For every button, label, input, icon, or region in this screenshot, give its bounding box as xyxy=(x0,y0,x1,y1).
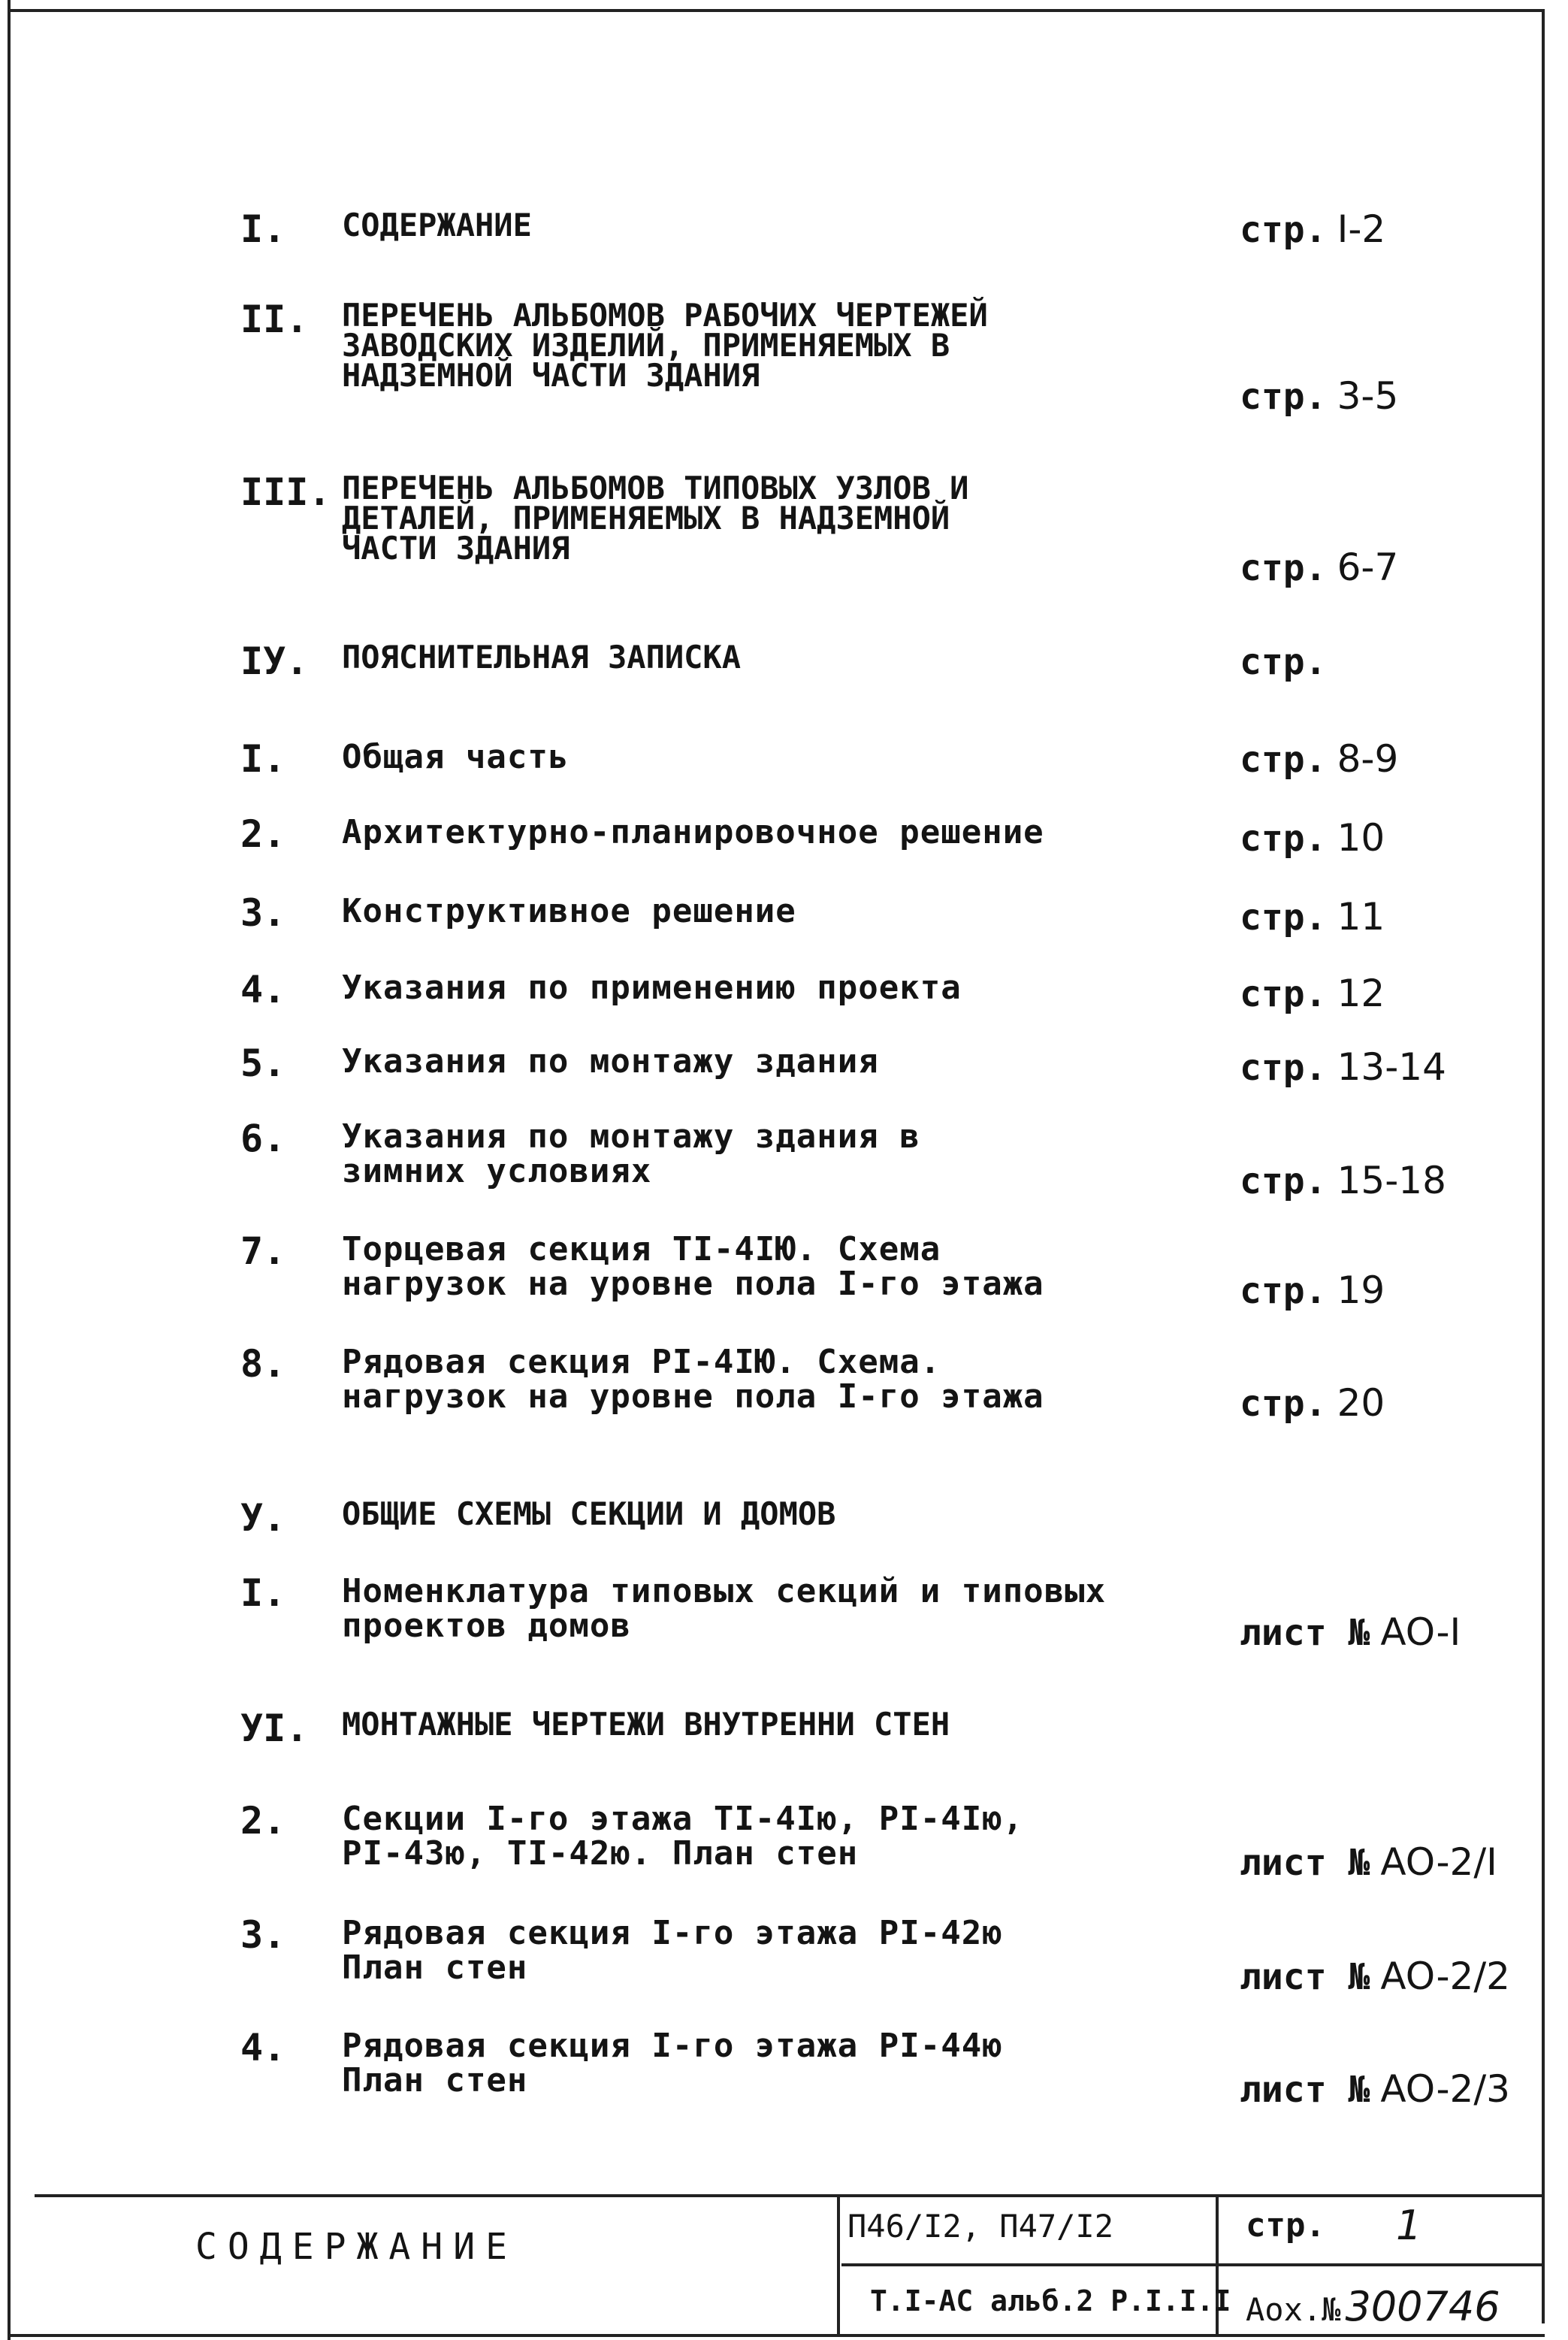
entry-number: II. xyxy=(240,298,309,341)
page-reference xyxy=(1240,1045,1446,1089)
ref-value: 6-7 xyxy=(1337,546,1399,589)
ref-label: лист № xyxy=(1240,1956,1370,1998)
page-reference xyxy=(1240,972,1385,1015)
entry-title: Указания по применению проекта xyxy=(342,969,962,1007)
ref-label: стр. xyxy=(1240,896,1327,939)
entry-title: ПЕРЕЧЕНЬ АЛЬБОМОВ ТИПОВЫХ УЗЛОВ И ДЕТАЛЕЙ, ПРИМЕНЯЕМЫХ В НАДЗЕМНОЙ ЧАСТИ ЗДАНИЯ xyxy=(342,470,969,567)
entry-title: Номенклатура типовых секций и типовых проектов домов xyxy=(342,1572,1107,1645)
ref-label: стр. xyxy=(1240,641,1327,683)
entry-title: Указания по монтажу здания xyxy=(342,1042,879,1081)
ref-label: стр. xyxy=(1240,376,1327,418)
page-reference xyxy=(1240,546,1399,589)
page-reference xyxy=(1240,1159,1446,1202)
entry-title: Рядовая секция I-го этажа PI-42ю План стен xyxy=(342,1914,1003,1987)
ref-label: стр. xyxy=(1240,1160,1327,1202)
entry-title: Секции I-го этажа TI-4Iю, PI-4Iю, PI-43ю, TI-42ю. План стен xyxy=(342,1800,1024,1873)
ref-label: стр. xyxy=(1240,547,1327,589)
ref-value: 15-18 xyxy=(1337,1159,1446,1202)
entry-title: Рядовая секция PI-4IЮ. Схема. нагрузок на уровне пола I-го этажа xyxy=(342,1343,1044,1416)
ref-label: стр. xyxy=(1240,209,1327,251)
page-reference xyxy=(1240,374,1399,418)
ref-label: стр. xyxy=(1240,1047,1327,1089)
page-reference xyxy=(1240,816,1385,860)
page-reference xyxy=(1240,895,1385,939)
ref-label: лист № xyxy=(1240,1842,1370,1884)
entry-number: 3. xyxy=(240,891,286,935)
entry-number: 2. xyxy=(240,812,286,856)
entry-title: МОНТАЖНЫЕ ЧЕРТЕЖИ ВНУТРЕННИ СТЕН xyxy=(342,1706,950,1743)
ref-label: стр. xyxy=(1240,818,1327,860)
frame-bottom-border xyxy=(8,2334,1545,2337)
entry-title: Архитектурно-планировочное решение xyxy=(342,813,1044,851)
entry-number: 7. xyxy=(240,1229,286,1273)
entry-title: СОДЕРЖАНИЕ xyxy=(342,207,532,243)
entry-number: I. xyxy=(240,1571,286,1615)
entry-number: I. xyxy=(240,207,286,251)
stamp-page-number: 1 xyxy=(1396,2202,1422,2249)
page-reference xyxy=(1240,737,1399,781)
entry-number: 3. xyxy=(240,1913,286,1957)
stamp-title: СОДЕРЖАНИЕ xyxy=(195,2226,518,2268)
entry-title: Общая часть xyxy=(342,738,569,776)
ref-value: 3-5 xyxy=(1337,374,1399,418)
ref-label: стр. xyxy=(1240,973,1327,1015)
archive-label: Аох.№ xyxy=(1246,2291,1341,2328)
ref-label: стр. xyxy=(1240,739,1327,781)
ref-value: 20 xyxy=(1337,1381,1385,1425)
entry-number: I. xyxy=(240,737,286,781)
entry-title: Конструктивное решение xyxy=(342,892,796,930)
entry-title: ПОЯСНИТЕЛЬНАЯ ЗАПИСКА xyxy=(342,639,742,676)
ref-value: AO-I xyxy=(1380,1610,1461,1654)
entry-number: 5. xyxy=(240,1042,286,1085)
frame-left-border xyxy=(8,0,11,2340)
entry-title: ПЕРЕЧЕНЬ АЛЬБОМОВ РАБОЧИХ ЧЕРТЕЖЕЙ ЗАВОДСКИХ ИЗДЕЛИЙ, ПРИМЕНЯЕМЫХ В НАДЗЕМНОЙ ЧАСТИ ЗДАНИЯ xyxy=(342,297,988,394)
stamp-top-line xyxy=(35,2194,1545,2197)
ref-value: 13-14 xyxy=(1337,1045,1446,1089)
stamp-page-label: стр. xyxy=(1246,2206,1325,2245)
entry-title: Торцевая секция TI-4IЮ. Схема нагрузок на уровне пола I-го этажа xyxy=(342,1230,1044,1303)
page-reference xyxy=(1240,1610,1461,1654)
stamp-project-code: П46/I2, П47/I2 xyxy=(847,2208,1114,2245)
entry-number: 6. xyxy=(240,1117,286,1160)
ref-value: 8-9 xyxy=(1337,737,1399,781)
stamp-divider-1 xyxy=(837,2194,840,2337)
entry-number: 2. xyxy=(240,1799,286,1843)
ref-value: 10 xyxy=(1337,816,1385,860)
entry-number: 4. xyxy=(240,2026,286,2069)
entry-number: 8. xyxy=(240,1342,286,1386)
ref-label: лист № xyxy=(1240,2069,1370,2111)
frame-right-border xyxy=(1542,9,1545,2323)
page-reference xyxy=(1240,1955,1510,1998)
ref-label: лист № xyxy=(1240,1612,1370,1654)
page-reference xyxy=(1240,1268,1385,1312)
entry-title: Рядовая секция I-го этажа PI-44ю План стен xyxy=(342,2027,1003,2100)
stamp-album-code: Т.I-AC альб.2 P.I.I.I xyxy=(870,2284,1231,2317)
entry-title: ОБЩИЕ СХЕМЫ СЕКЦИИ И ДОМОВ xyxy=(342,1495,836,1532)
stamp-mid-line xyxy=(841,2263,1545,2266)
ref-label: стр. xyxy=(1240,1270,1327,1312)
ref-value: AO-2/2 xyxy=(1380,1955,1510,1998)
ref-value: 12 xyxy=(1337,972,1385,1015)
page-reference xyxy=(1240,642,1337,681)
entry-number: 4. xyxy=(240,968,286,1011)
entry-number: IУ. xyxy=(240,639,309,683)
archive-value: 300746 xyxy=(1345,2283,1500,2330)
ref-value: AO-2/3 xyxy=(1380,2067,1510,2111)
ref-value: I-2 xyxy=(1337,207,1386,251)
ref-value: AO-2/I xyxy=(1380,1840,1497,1884)
entry-title: Указания по монтажу здания в зимних условиях xyxy=(342,1117,920,1190)
frame-top-border xyxy=(8,9,1545,12)
page-reference xyxy=(1240,207,1386,251)
ref-label: стр. xyxy=(1240,1383,1327,1425)
entry-number: У. xyxy=(240,1496,286,1540)
ref-value: 11 xyxy=(1337,895,1385,939)
entry-number: III. xyxy=(240,470,331,514)
stamp-archive-number xyxy=(1246,2283,1500,2330)
entry-number: УI. xyxy=(240,1707,309,1750)
page-reference xyxy=(1240,2067,1510,2111)
page-reference xyxy=(1240,1381,1385,1425)
page-reference xyxy=(1240,1840,1497,1884)
ref-value: 19 xyxy=(1337,1268,1385,1312)
